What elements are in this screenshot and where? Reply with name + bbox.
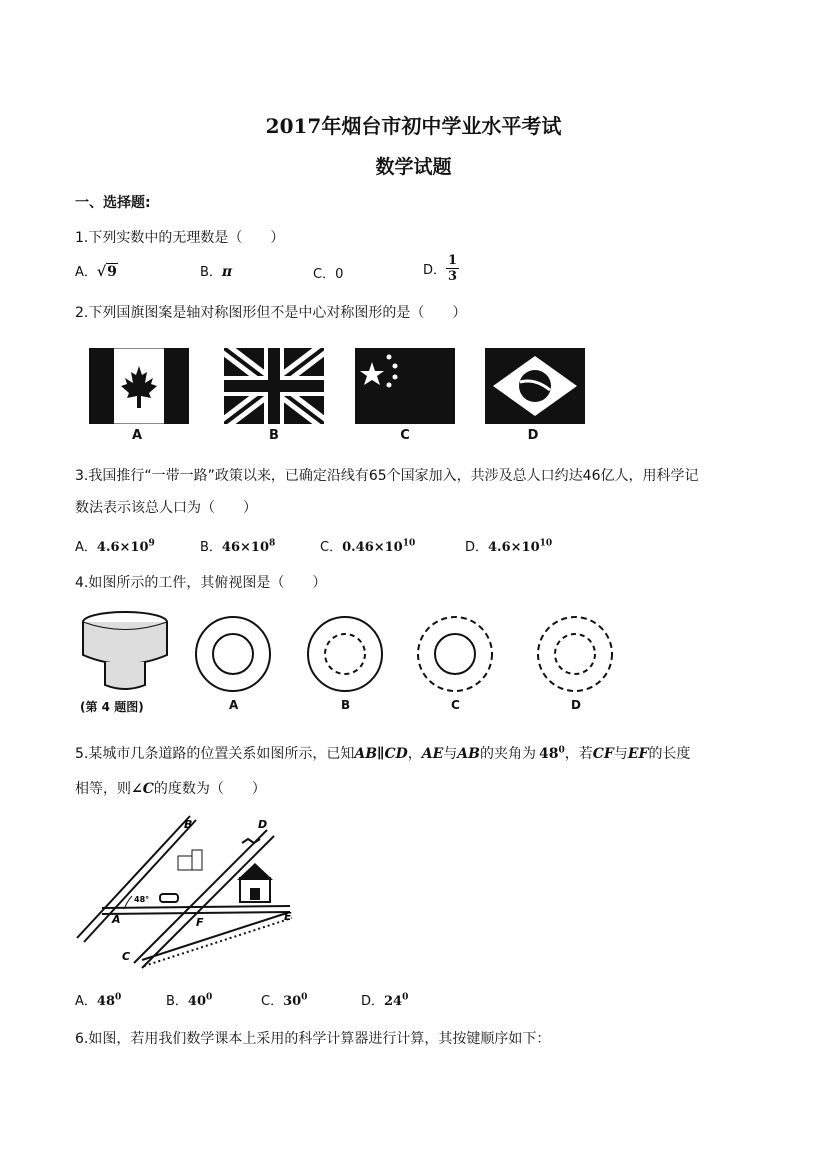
q1-option-d-fraction: [446, 253, 459, 284]
question-3-text-line2: 数法表示该总人口为（ ）: [75, 500, 257, 516]
q3-option-d-base: 4.6×10: [488, 540, 540, 555]
fraction-denominator: 3: [448, 269, 458, 284]
flag-b-label: B: [269, 428, 279, 443]
q5-ab: AB: [457, 746, 480, 762]
exam-subtitle: 数学试题: [375, 156, 452, 178]
question-5-line1: [75, 743, 690, 763]
q5-angle-c: ∠C: [131, 781, 154, 797]
q5-line2-pre: 相等，则: [75, 781, 131, 797]
q5-ae: AE: [421, 746, 444, 762]
q5-option-a: [75, 990, 121, 1009]
q3-option-c: [320, 536, 415, 555]
view-option-c-figure: [415, 614, 495, 694]
q5-option-c: [261, 990, 307, 1009]
q5-option-b-val: 40: [187, 994, 207, 1009]
q1-option-d-label: D．: [423, 263, 447, 278]
q5-line2-post: 的度数为（ ）: [153, 781, 266, 797]
flag-brazil-image: [485, 348, 585, 424]
workpiece-figure: [75, 605, 175, 695]
q3-option-d: [465, 536, 552, 555]
view-c-label: C: [451, 698, 460, 712]
q5-comma1: ，: [407, 746, 422, 762]
view-a-label: A: [229, 698, 239, 712]
view-option-d-figure: [535, 614, 615, 694]
fig-label-e: E: [284, 910, 292, 923]
question-5-line2: [75, 778, 266, 798]
q5-comma2: ，若: [564, 746, 593, 762]
q3-option-a-exp: 9: [148, 538, 155, 549]
flag-a-label: A: [131, 428, 143, 443]
q5-option-b-label: B．: [166, 994, 188, 1009]
q5-with: 与: [443, 746, 458, 762]
q3-option-d-label: D．: [465, 540, 489, 555]
question-1-text: 1.下列实数中的无理数是（ ）: [75, 230, 285, 246]
flag-uk-image: [224, 348, 324, 424]
q3-option-b-exp: 8: [269, 538, 276, 549]
fig-angle-label: 48°: [134, 895, 150, 904]
question-2-text: 2.下列国旗图案是轴对称图形但不是中心对称图形的是（ ）: [75, 305, 467, 321]
q5-option-a-val: 48: [96, 994, 115, 1009]
view-option-b-figure: [305, 614, 385, 694]
view-d-label: D: [571, 698, 581, 712]
exam-title: 2017年烟台市初中学业水平考试: [265, 114, 562, 138]
q3-option-c-exp: 10: [402, 538, 416, 549]
q5-line1-pre: 5.某城市几条道路的位置关系如图所示，已知: [75, 746, 355, 762]
flag-d-label: D: [527, 428, 539, 443]
q5-angle-val: 48: [539, 746, 559, 762]
fig-label-b: B: [184, 818, 193, 831]
q3-option-a: [75, 536, 155, 555]
fig-label-f: F: [196, 916, 204, 929]
question-6-text: 6.如图，若用我们数学课本上采用的科学计算器进行计算，其按键顺序如下：: [75, 1031, 551, 1047]
q5-cf: CF: [592, 746, 614, 762]
fig-label-d: D: [258, 818, 268, 831]
q3-option-a-label: A．: [75, 540, 97, 555]
fig-label-a: A: [112, 913, 121, 926]
q3-option-c-label: C．: [320, 540, 343, 555]
q5-ef: EF: [627, 746, 649, 762]
q5-option-c-sup: 0: [301, 992, 308, 1003]
q3-option-b-label: B．: [200, 540, 222, 555]
q5-option-a-label: A．: [75, 994, 97, 1009]
view-b-label: B: [341, 698, 351, 712]
view-option-a-figure: [193, 614, 273, 694]
q5-angle-sup: 0: [558, 745, 565, 756]
q3-option-d-exp: 10: [539, 538, 553, 549]
question-3-text-line1: 3.我国推行“一带一路”政策以来，已确定沿线有65个国家加入，共涉及总人口约达46亿人，用科学记: [75, 468, 699, 484]
q5-option-d-val: 24: [384, 994, 403, 1009]
q5-ab-parallel-cd: AB∥CD: [354, 746, 408, 762]
q5-option-d: [361, 990, 408, 1009]
q5-with2: 与: [613, 746, 628, 762]
flag-canada-image: [89, 348, 189, 424]
q5-option-c-val: 30: [283, 994, 302, 1009]
q5-option-c-label: C．: [261, 994, 284, 1009]
q1-option-c: C．0: [313, 267, 344, 282]
q1-option-a-label: A．: [75, 265, 97, 280]
q5-option-d-sup: 0: [402, 992, 409, 1003]
flag-c-label: C: [400, 428, 410, 443]
q3-option-a-base: 4.6×10: [96, 540, 149, 555]
q1-option-b-value: π: [221, 264, 233, 280]
section-heading: 一、选择题:: [75, 195, 151, 211]
question-4-text: 4.如图所示的工件，其俯视图是（ ）: [75, 575, 327, 591]
q1-option-b: [200, 261, 232, 280]
q5-option-d-label: D．: [361, 994, 385, 1009]
fraction-numerator: 1: [448, 253, 458, 268]
fig-label-c: C: [122, 950, 131, 963]
q3-option-b: [200, 536, 275, 555]
q5-length-text: 的长度: [648, 746, 691, 762]
q5-option-b: [166, 990, 212, 1009]
q5-option-b-sup: 0: [206, 992, 213, 1003]
q1-option-a: A．√9: [75, 264, 117, 280]
q1-option-a-radicand: 9: [107, 264, 117, 280]
q5-option-a-sup: 0: [115, 992, 122, 1003]
workpiece-caption: (第 4 题图): [80, 700, 144, 714]
roads-figure: [72, 808, 302, 973]
flag-china-image: [355, 348, 455, 424]
q1-option-d: [423, 253, 459, 284]
q3-option-c-base: 0.46×10: [342, 540, 403, 555]
q5-angle-text: 的夹角为: [480, 746, 536, 762]
q1-option-b-label: B．: [200, 265, 222, 280]
q3-option-b-base: 46×10: [221, 540, 269, 555]
